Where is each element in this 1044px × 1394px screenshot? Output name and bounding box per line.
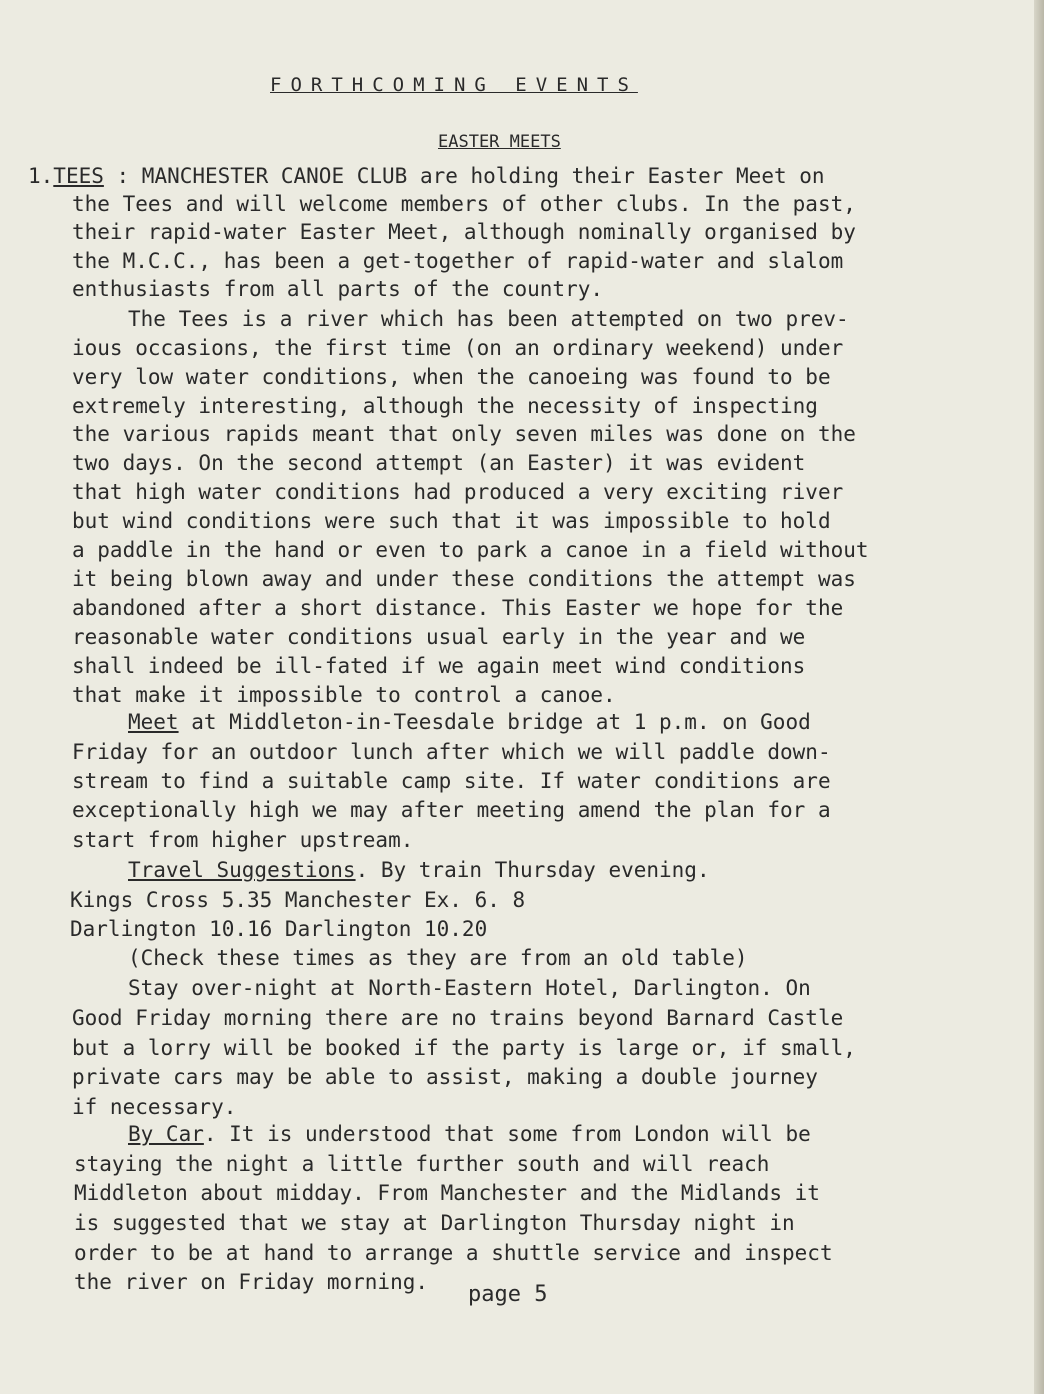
text-line: extremely interesting, although the necessity of inspecting [72,394,818,418]
page-edge-shadow [1034,0,1044,1394]
section-heading: EASTER MEETS [438,132,561,152]
text-line: ious occasions, the first time (on an ordinary weekend) under [72,336,844,360]
text-line: start from higher upstream. [72,828,414,852]
text-segment: . It is understood that some from London will be [203,1122,811,1146]
text-line: (Check these times as they are from an old table) [128,946,748,970]
text-line: their rapid-water Easter Meet, although nominally organised by [72,220,856,244]
text-line: the M.C.C., has been a get-together of rapid-water and slalom [72,249,844,273]
text-line: the Tees and will welcome members of other clubs. In the past, [72,192,856,216]
text-line: but a lorry will be booked if the party is large or, if small, [72,1036,856,1060]
text-line [128,860,710,881]
text-line: that high water conditions had produced a very exciting river [72,480,844,504]
text-line: the various rapids meant that only seven miles was done on the [72,422,856,446]
timetable-row: Kings Cross 5.35 Manchester Ex. 6. 8 [70,888,526,912]
text-line: a paddle in the hand or even to park a canoe in a field without [72,538,869,562]
text-line: exceptionally high we may after meeting amend the plan for a [72,798,831,822]
item-number: 1. [28,164,54,188]
text-line: is suggested that we stay at Darlington Thursday night in [74,1211,795,1235]
text-line: enthusiasts from all parts of the country. [72,277,604,301]
page-number: page 5 [468,1282,548,1307]
text-line: two days. On the second attempt (an Easter) it was evident [72,451,806,475]
car-label: By Car [128,1122,204,1146]
meet-label: Meet [128,710,179,734]
river-name: TEES [53,164,104,188]
text-line: the river on Friday morning. [74,1270,429,1294]
text-line: reasonable water conditions usual early in the year and we [72,625,806,649]
text-line: order to be at hand to arrange a shuttle service and inspect [74,1241,833,1265]
text-line [128,712,811,733]
text-line: abandoned after a short distance. This Easter we hope for the [72,596,844,620]
text-line: Friday for an outdoor lunch after which we will paddle down- [72,740,831,764]
text-segment: . By train Thursday evening. [355,858,710,882]
text-line [28,166,825,187]
text-line: Stay over-night at North-Eastern Hotel, Darlington. On [128,976,811,1000]
text-segment: at Middleton-in-Teesdale bridge at 1 p.m. on Good [178,710,811,734]
text-line: Middleton about midday. From Manchester and the Midlands it [74,1181,820,1205]
text-line: staying the night a little further south and will reach [74,1152,770,1176]
text-line: if necessary. [72,1095,237,1119]
text-line: but wind conditions were such that it was impossible to hold [72,509,831,533]
text-line: private cars may be able to assist, making a double journey [72,1065,818,1089]
text-line: it being blown away and under these conditions the attempt was [72,567,856,591]
text-line: very low water conditions, when the canoeing was found to be [72,365,831,389]
text-line: shall indeed be ill-fated if we again meet wind conditions [72,654,806,678]
text-line: that make it impossible to control a canoe. [72,683,616,707]
text-line [128,1124,811,1145]
text-line: stream to find a suitable camp site. If water conditions are [72,769,831,793]
text-line: The Tees is a river which has been attempted on two prev- [128,307,849,331]
timetable-row: Darlington 10.16 Darlington 10.20 [70,917,488,941]
page-title: FORTHCOMING EVENTS [270,74,638,96]
text-segment: : MANCHESTER CANOE CLUB are holding their Easter Meet on [103,164,825,188]
travel-label: Travel Suggestions [128,858,356,882]
text-line: Good Friday morning there are no trains beyond Barnard Castle [72,1006,844,1030]
